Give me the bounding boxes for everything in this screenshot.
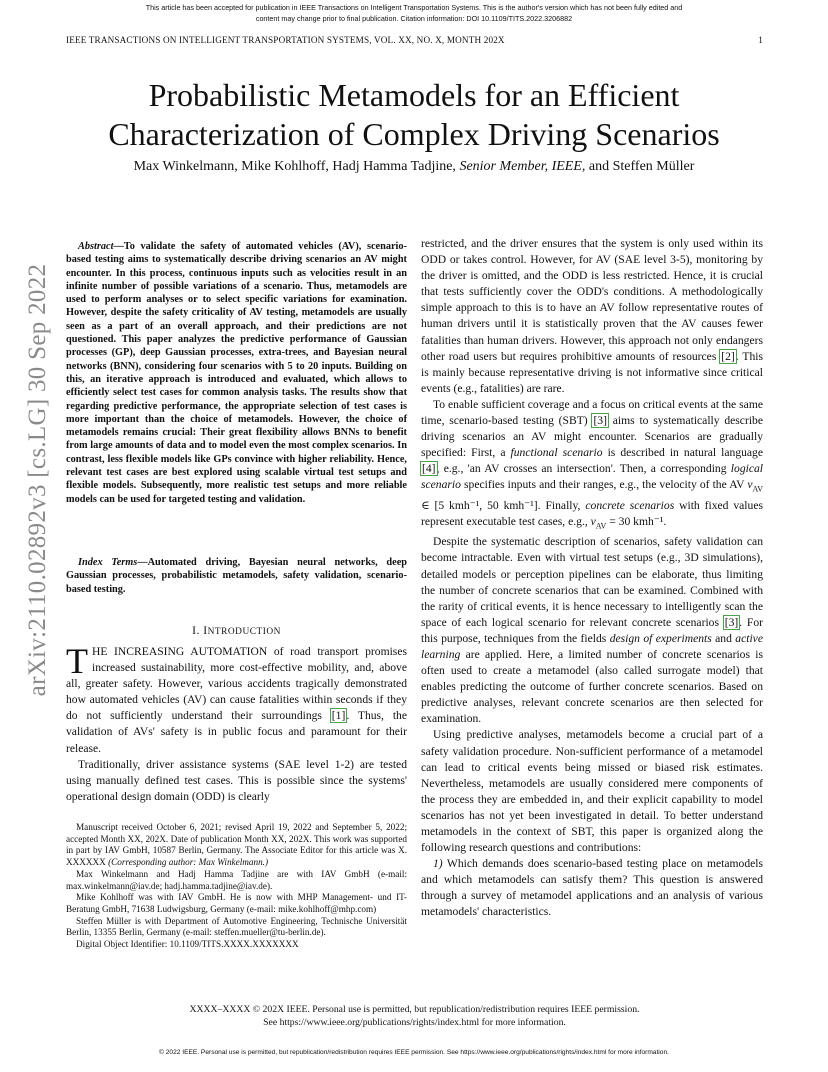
paper-title [40,76,788,154]
intro-paragraph-2: Traditionally, driver assistance systems (SAE level 1-2) are tested using manually defined test cases. This is possible since the systems' operational design domain (ODD) is clearly [66,757,407,803]
copyright-line-1: XXXX–XXXX © 202X IEEE. Personal use is permitted, but republication/redistribution requires IEEE permission. [189,1004,640,1015]
footnote-manuscript-text: Manuscript received October 6, 2021; revised April 19, 2022 and September 5, 2022; accepted Month XX, 202X. Date of publication Month XX, 202X. This work was supported in part by IAV GmbH, 10587 Berlin, Germany. The Associate Editor for this article was X. XXXXXX [66,822,407,868]
concrete-scenarios-term: concrete scenarios [585,498,675,512]
journal-name: IEEE TRANSACTIONS ON INTELLIGENT TRANSPORTATION SYSTEMS, VOL. XX, NO. X, MONTH 202X [66,35,505,45]
r3-text-d: are applied. Here, a limited number of concrete scenarios is often used to create a metamodel (also called surrogate model) that enables predicting the outcome of further concrete scenarios. Based on predictive analyses, relevant concrete scenarios are then selected for examination. [421,647,763,726]
velocity-value: = 30 kmh⁻¹ [606,514,664,528]
page-footer: © 2022 IEEE. Personal use is permitted, but republication/redistribution requires IEEE permission. See https://www.ieee.org/publications/rights/index.html for more information. [159,1049,669,1056]
abstract-label: Abstract [78,241,114,252]
section-title-rest: NTRODUCTION [207,627,281,637]
title-line-2: Characterization of Complex Driving Scenarios [108,116,720,152]
velocity-symbol: v [590,514,596,528]
authors-names: Max Winkelmann, Mike Kohlhoff, Hadj Hamma Tadjine, [133,159,456,174]
r2-text-f: . Finally, [537,498,586,512]
copyright-line-2: See https://www.ieee.org/publications/rights/index.html for more information. [263,1017,566,1029]
right-column-text [421,236,763,921]
functional-scenario-term: functional scenario [510,446,603,460]
page-number: 1 [758,35,763,45]
right-paragraph-2 [421,397,763,534]
r3-text-b: . For this purpose, techniques from the fields [421,615,763,645]
citation-link[interactable]: [2] [721,349,735,363]
r3-text-c: and [711,631,736,645]
velocity-subscript: AV [752,484,763,494]
r2-text-d: , e.g., 'an AV crosses an intersection'. Then, a corresponding [436,462,731,476]
r2-text-b: aims to systematically describe driving scenarios an AV might encounter. Scenarios are gradually specified: First, a [421,414,763,460]
footnote-manuscript [66,822,407,869]
section-first-letter: I [203,624,208,637]
citation-link[interactable]: [1] [331,709,346,723]
logical-scenario-term: logical scenario [421,462,763,492]
intro-paragraph-1 [66,641,407,757]
abstract-text: —To validate the safety of automated vehicles (AV), scenario-based testing aims to systematically describe driving scenarios an AV might encounter. In this process, continuous inputs such as velocities result in an infinite number of possible variations of a scenario. Thus, metamodels are used to perform analyses or to select specific variations for examination. However, despite the safety criticality of AV testing, metamodels are usually seen as a part of an overall approach, and their predictions are not questioned. This paper analyzes the predictive performance of Gaussian processes (GP), deep Gaussian processes, extra-trees, and Bayesian neural networks (BNN), considering four scenarios with 5 to 20 inputs. Building on this, an iterative approach is introduced and evaluated, which allows to efficiently select test cases for common analysis tasks. The results show that regarding predictive performance, the appropriate selection of test cases is more important than the choice of metamodels. However, the choice of metamodels remains crucial: Their great flexibility allows BNNs to benefit from large amounts of data and to model even the most complex scenarios. In contrast, less flexible models like GPs convince with higher reliability. Hence, relevant test cases are best explored using scalable virtual test setups and flexible models. Subsequently, more realistic test setups and more reliable models can be used for targeted testing and validation. [66,241,407,505]
footnote-affiliation-1: Max Winkelmann and Hadj Hamma Tadjine are with IAV GmbH (e-mail: max.winkelmann@iav.de; hadj.hamma.tadjine@iav.de). [66,868,407,891]
index-terms-label: Index Terms [78,557,138,568]
velocity-symbol: v [747,478,753,492]
r2-text-a: To enable sufficient coverage and a focus on critical events at the same time, scenario-based testing (SBT) [421,397,763,428]
velocity-subscript: AV [595,521,607,531]
right-paragraph-1 [421,236,763,397]
index-terms [66,556,407,596]
question-number: 1) [433,857,443,871]
notice-line-1: This article has been accepted for publication in IEEE Transactions on Intelligent Transportation Systems. This is the author's version which has not been fully edited and [145,3,683,12]
footnotes [66,822,407,951]
drop-cap: T [66,641,88,681]
intro-caps: HE INCREASING AUTOMATION [92,645,268,658]
citation-link[interactable]: [4] [422,462,436,476]
corresponding-author: (Corresponding author: Max Winkelmann.) [108,857,269,868]
r2-text-e: specifies inputs and their ranges, e.g., the velocity of the AV [460,478,748,492]
r5-text: Which demands does scenario-based testing place on metamodels and which metamodels can satisfy them? This question is answered through a survey of metamodel applications and an analysis of various metamodels' characteristics. [421,857,763,919]
abstract [66,240,407,506]
copyright-notice [66,1003,763,1029]
author-list [40,159,788,175]
design-of-experiments-term: design of experiments [609,631,712,645]
right-paragraph-5 [421,856,763,920]
arxiv-stamp: arXiv:2110.02892v3 [cs.LG] 30 Sep 2022 [24,263,51,697]
footnote-affiliation-3: Steffen Müller is with Department of Automotive Engineering, Technische Universität Berlin, 13355 Berlin, Germany (e-mail: steffen.mueller@tu-berlin.de). [66,915,407,938]
running-head [66,35,763,45]
authors-last: and Steffen Müller [588,159,695,174]
footnote-doi: Digital Object Identifier: 10.1109/TITS.XXXX.XXXXXXX [76,939,299,950]
r3-text-a: Despite the systematic description of scenarios, safety validation can become intractable. Even with virtual test setups (e.g., 3D simulations), detailed models or perception pipelines can be elaborate, thus limiting the number of concrete scenarios that can be examined. Combined with the rarity of critical events, it is hence necessary to intelligently scan the space of each logical scenario for relevant concrete scenarios [421,535,763,629]
right-paragraph-3 [421,534,763,727]
citation-link[interactable]: [3] [593,414,607,428]
intro-text-a: of road transport promises increased sustainability, more cost-effective mobility, and, above all, greater safety. However, various accidents tragically demonstrated how automated vehicles (AV) can cause fatalities within seconds if they do not sufficiently understand their surroundings [66,645,407,723]
r1-text-a: restricted, and the driver ensures that the system is only used within its ODD or takes control. However, for AV (SAE level 3-5), monitoring by the driver is omitted, and the ODD is less restricted. Hence, it is crucial that tests sufficiently cover the ODD's conditions. A methodologically simple approach to this is to have an AV follow representative routes of human drivers until it is statistically proven that the AV causes fewer fatalities than human drivers. However, this approach not only endangers other road users but requires prohibitive amounts of resources [421,237,763,363]
r2-end: . [663,514,667,528]
index-terms-text: —Automated driving, Bayesian neural networks, deep Gaussian processes, probabilistic metamodels, safety validation, scenario-based testing. [66,557,407,595]
r2-text-g: with fixed values represent executable test cases, e.g., [421,498,763,528]
velocity-range: ∈ [5 kmh⁻¹, 50 kmh⁻¹] [421,498,538,512]
introduction-text [66,641,407,805]
right-paragraph-4: Using predictive analyses, metamodels become a crucial part of a safety validation procedure. Non-sufficient performance of a metamodel can lead to critical events being missed or biased risk estimates. Nevertheless, metamodels are usually considered mere components of the process they are embedded in, and their explicit capability to model scenarios has not yet been investigated in detail. To better understand metamodels in the context of SBT, this paper is organized along the following research questions and contributions: [421,728,763,855]
section-number: I. [192,624,200,637]
footnote-affiliation-2: Mike Kohlhoff was with IAV GmbH. He is now with MHP Management- und IT-Beratung GmbH, 71638 Ludwigsburg, Germany (e-mail: mike.kohlhoff@mhp.com) [66,892,407,914]
publication-notice [0,2,828,24]
r1-text-b: . This is mainly because representative driving is not informative since critical events (e.g., fatalities) are rare. [421,349,763,395]
r2-text-c: is described in natural language [602,446,763,460]
title-line-1: Probabilistic Metamodels for an Efficient [148,77,680,113]
active-learning-term: active learning [421,631,763,661]
author-membership: Senior Member, IEEE, [459,159,586,174]
citation-link[interactable]: [3] [724,615,739,629]
intro-text-b: . Thus, the validation of AVs' safety is in public focus and paramount for their release. [66,709,407,755]
section-heading [66,624,407,637]
notice-line-2: content may change prior to final publication. Citation information: DOI 10.1109/TITS.2022.3206882 [255,14,573,23]
